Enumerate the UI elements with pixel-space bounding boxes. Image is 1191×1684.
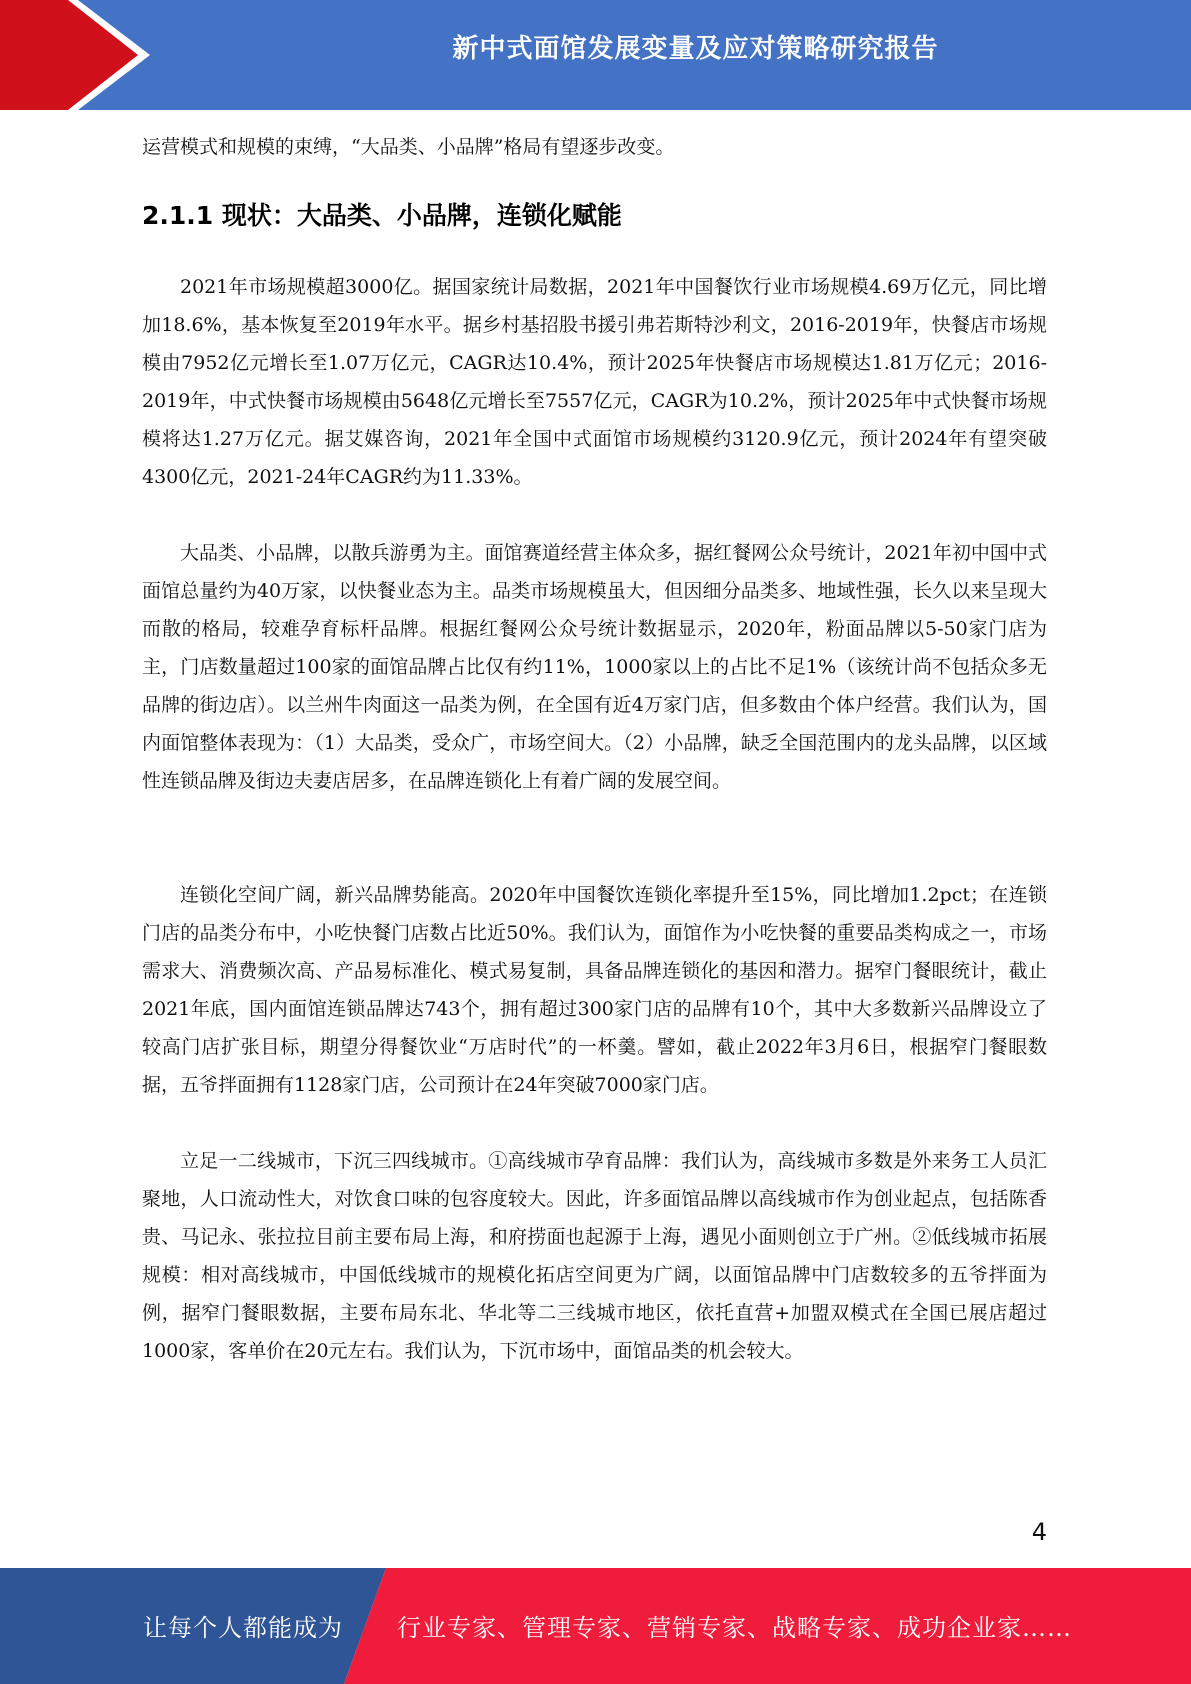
footer-slogan-right: 行业专家、管理专家、营销专家、战略专家、成功企业家…… xyxy=(397,1614,1072,1642)
footer-slogan-left: 让每个人都能成为 xyxy=(143,1614,343,1642)
lead-paragraph: 运营模式和规模的束缚，“大品类、小品牌”格局有望逐步改变。 xyxy=(142,136,675,158)
body-paragraph: 大品类、小品牌，以散兵游勇为主。面馆赛道经营主体众多，据红餐网公众号统计，2021年初中国中式面馆总量约为40万家，以快餐业态为主。品类市场规模虽大，但因细分品类多、地域性强，长久以来呈现大而散的格局，较难孕育标杆品牌。根据红餐网公众号统计数据显示，2020年，粉面品牌以5-50家门店为主，门店数量超过100家的面馆品牌占比仅有约11%，1000家以上的占比不足1%（该统计尚不包括众多无品牌的街边店）。以兰州牛肉面这一品类为例，在全国有近4万家门店，但多数由个体户经营。我们认为，国内面馆整体表现为：（1）大品类，受众广，市场空间大。（2）小品牌，缺乏全国范围内的龙头品牌，以区域性连锁品牌及街边夫妻店居多，在品牌连锁化上有着广阔的发展空间。 xyxy=(142,542,1047,792)
main-content xyxy=(142,128,1047,1370)
report-title: 新中式面馆发展变量及应对策略研究报告 xyxy=(452,34,939,64)
page-header xyxy=(0,0,1191,110)
page-footer xyxy=(0,1568,1191,1684)
body-paragraph: 立足一二线城市，下沉三四线城市。①高线城市孕育品牌：我们认为，高线城市多数是外来务工人员汇聚地，人口流动性大，对饮食口味的包容度较大。因此，许多面馆品牌以高线城市作为创业起点，包括陈香贵、马记永、张拉拉目前主要布局上海，和府捞面也起源于上海，遇见小面则创立于广州。②低线城市拓展规模：相对高线城市，中国低线城市的规模化拓店空间更为广阔，以面馆品牌中门店数较多的五爷拌面为例，据窄门餐眼数据，主要布局东北、华北等二三线城市地区，依托直营+加盟双模式在全国已展店超过1000家，客单价在20元左右。我们认为，下沉市场中，面馆品类的机会较大。 xyxy=(142,1150,1047,1362)
page-number: 4 xyxy=(1031,1518,1047,1546)
section-heading: 2.1.1 现状：大品类、小品牌，连锁化赋能 xyxy=(142,201,622,230)
body-paragraph: 连锁化空间广阔，新兴品牌势能高。2020年中国餐饮连锁化率提升至15%，同比增加1.2pct；在连锁门店的品类分布中，小吃快餐门店数占比近50%。我们认为，面馆作为小吃快餐的重要品类构成之一，市场需求大、消费频次高、产品易标准化、模式易复制，具备品牌连锁化的基因和潜力。据窄门餐眼统计，截止2021年底，国内面馆连锁品牌达743个，拥有超过300家门店的品牌有10个，其中大多数新兴品牌设立了较高门店扩张目标，期望分得餐饮业“万店时代”的一杯羹。譬如，截止2022年3月6日，根据窄门餐眼数据，五爷拌面拥有1128家门店，公司预计在24年突破7000家门店。 xyxy=(142,884,1047,1096)
body-paragraph: 2021年市场规模超3000亿。据国家统计局数据，2021年中国餐饮行业市场规模4.69万亿元，同比增加18.6%，基本恢复至2019年水平。据乡村基招股书援引弗若斯特沙利文，2016-2019年，快餐店市场规模由7952亿元增长至1.07万亿元，CAGR达10.4%，预计2025年快餐店市场规模达1.81万亿元；2016-2019年，中式快餐市场规模由5648亿元增长至7557亿元，CAGR为10.2%，预计2025年中式快餐市场规模将达1.27万亿元。据艾媒咨询，2021年全国中式面馆市场规模约3120.9亿元，预计2024年有望突破4300亿元，2021-24年CAGR约为11.33%。 xyxy=(142,276,1047,488)
